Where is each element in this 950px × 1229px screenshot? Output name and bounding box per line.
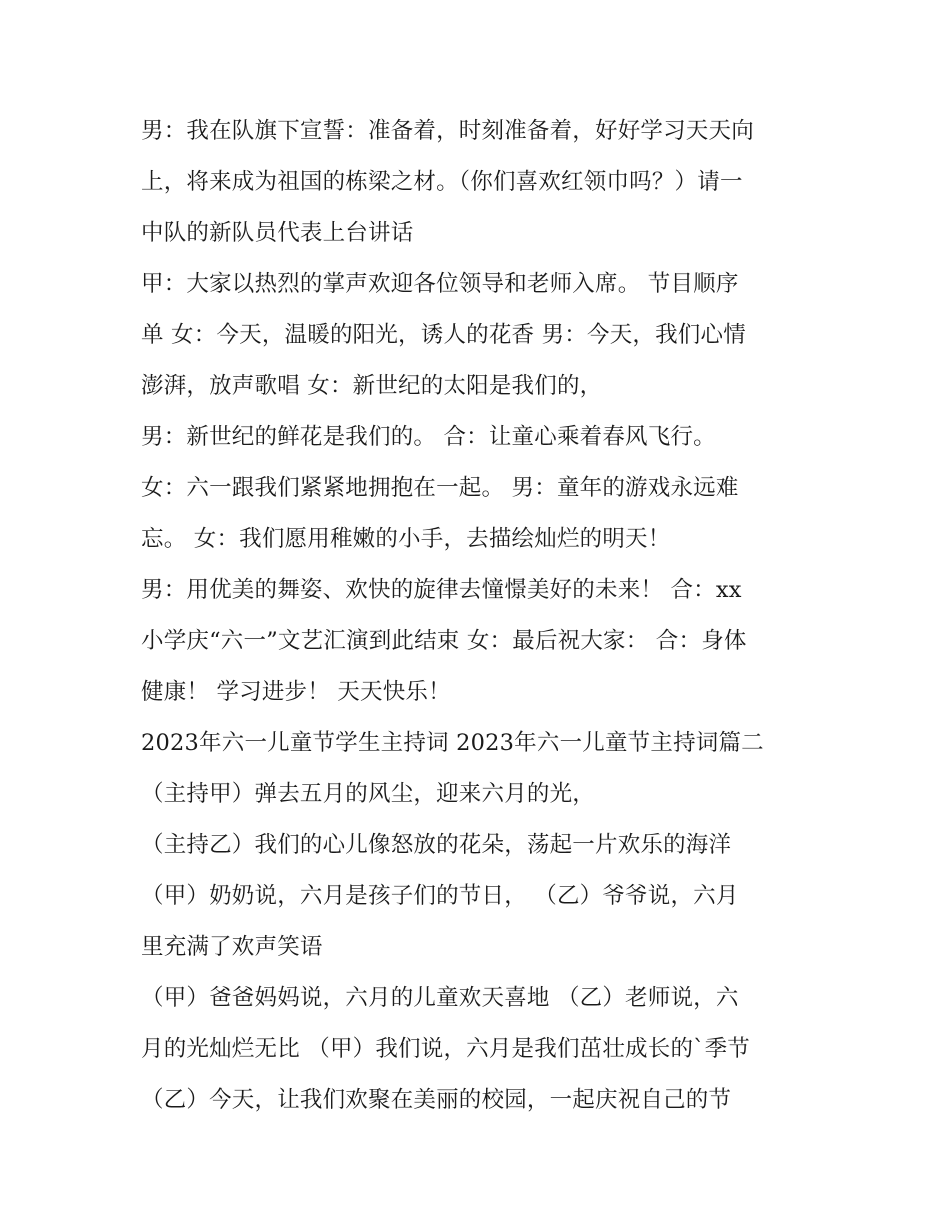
text-line: 小学庆“六一”文艺汇演到此结束 女：最后祝大家： 合：身体	[141, 628, 747, 654]
text-line: 澎湃，放声歌唱 女：新世纪的太阳是我们的，	[141, 373, 603, 399]
text-line: 忘。 女：我们愿用稚嫩的小手，去描绘灿烂的明天！	[141, 526, 671, 552]
section-heading-line: 2023年六一儿童节学生主持词 2023年六一儿童节主持词篇二	[141, 730, 764, 756]
text-line: 中队的新队员代表上台讲话	[141, 220, 414, 246]
text-line: 男：新世纪的鲜花是我们的。 合：让童心乘着春风飞行。	[141, 424, 716, 450]
text-line: （甲）爸爸妈妈说，六月的儿童欢天喜地 （乙）老师说，六	[141, 985, 739, 1011]
text-line: 单 女：今天，温暖的阳光，诱人的花香 男：今天，我们心情	[141, 322, 746, 348]
text-line: 上，将来成为祖国的栋梁之材。（你们喜欢红领巾吗？）请一	[141, 169, 743, 195]
text-line: 甲：大家以热烈的掌声欢迎各位领导和老师入席。 节目顺序	[141, 271, 739, 297]
text-line: 月的光灿烂无比 （甲）我们说，六月是我们茁壮成长的`季节	[141, 1036, 751, 1062]
text-line: （乙）今天，让我们欢聚在美丽的校园，一起庆祝自己的节	[141, 1087, 732, 1113]
text-line: 男：用优美的舞姿、欢快的旋律去憧憬美好的未来！ 合：xx	[141, 577, 742, 603]
text-line: （主持乙）我们的心儿像怒放的花朵，荡起一片欢乐的海洋	[141, 832, 732, 858]
text-line: 健康！ 学习进步！ 天天快乐！	[141, 679, 451, 705]
document-body	[141, 106, 821, 1126]
text-line: 里充满了欢声笑语	[141, 934, 323, 960]
text-line: （主持甲）弹去五月的风尘，迎来六月的光，	[141, 781, 596, 807]
text-line: （甲）奶奶说，六月是孩子们的节日， （乙）爷爷说，六月	[141, 883, 739, 909]
text-line: 女：六一跟我们紧紧地拥抱在一起。 男：童年的游戏永远难	[141, 475, 739, 501]
text-line: 男：我在队旗下宣誓：准备着，时刻准备着，好好学习天天向	[141, 118, 754, 144]
